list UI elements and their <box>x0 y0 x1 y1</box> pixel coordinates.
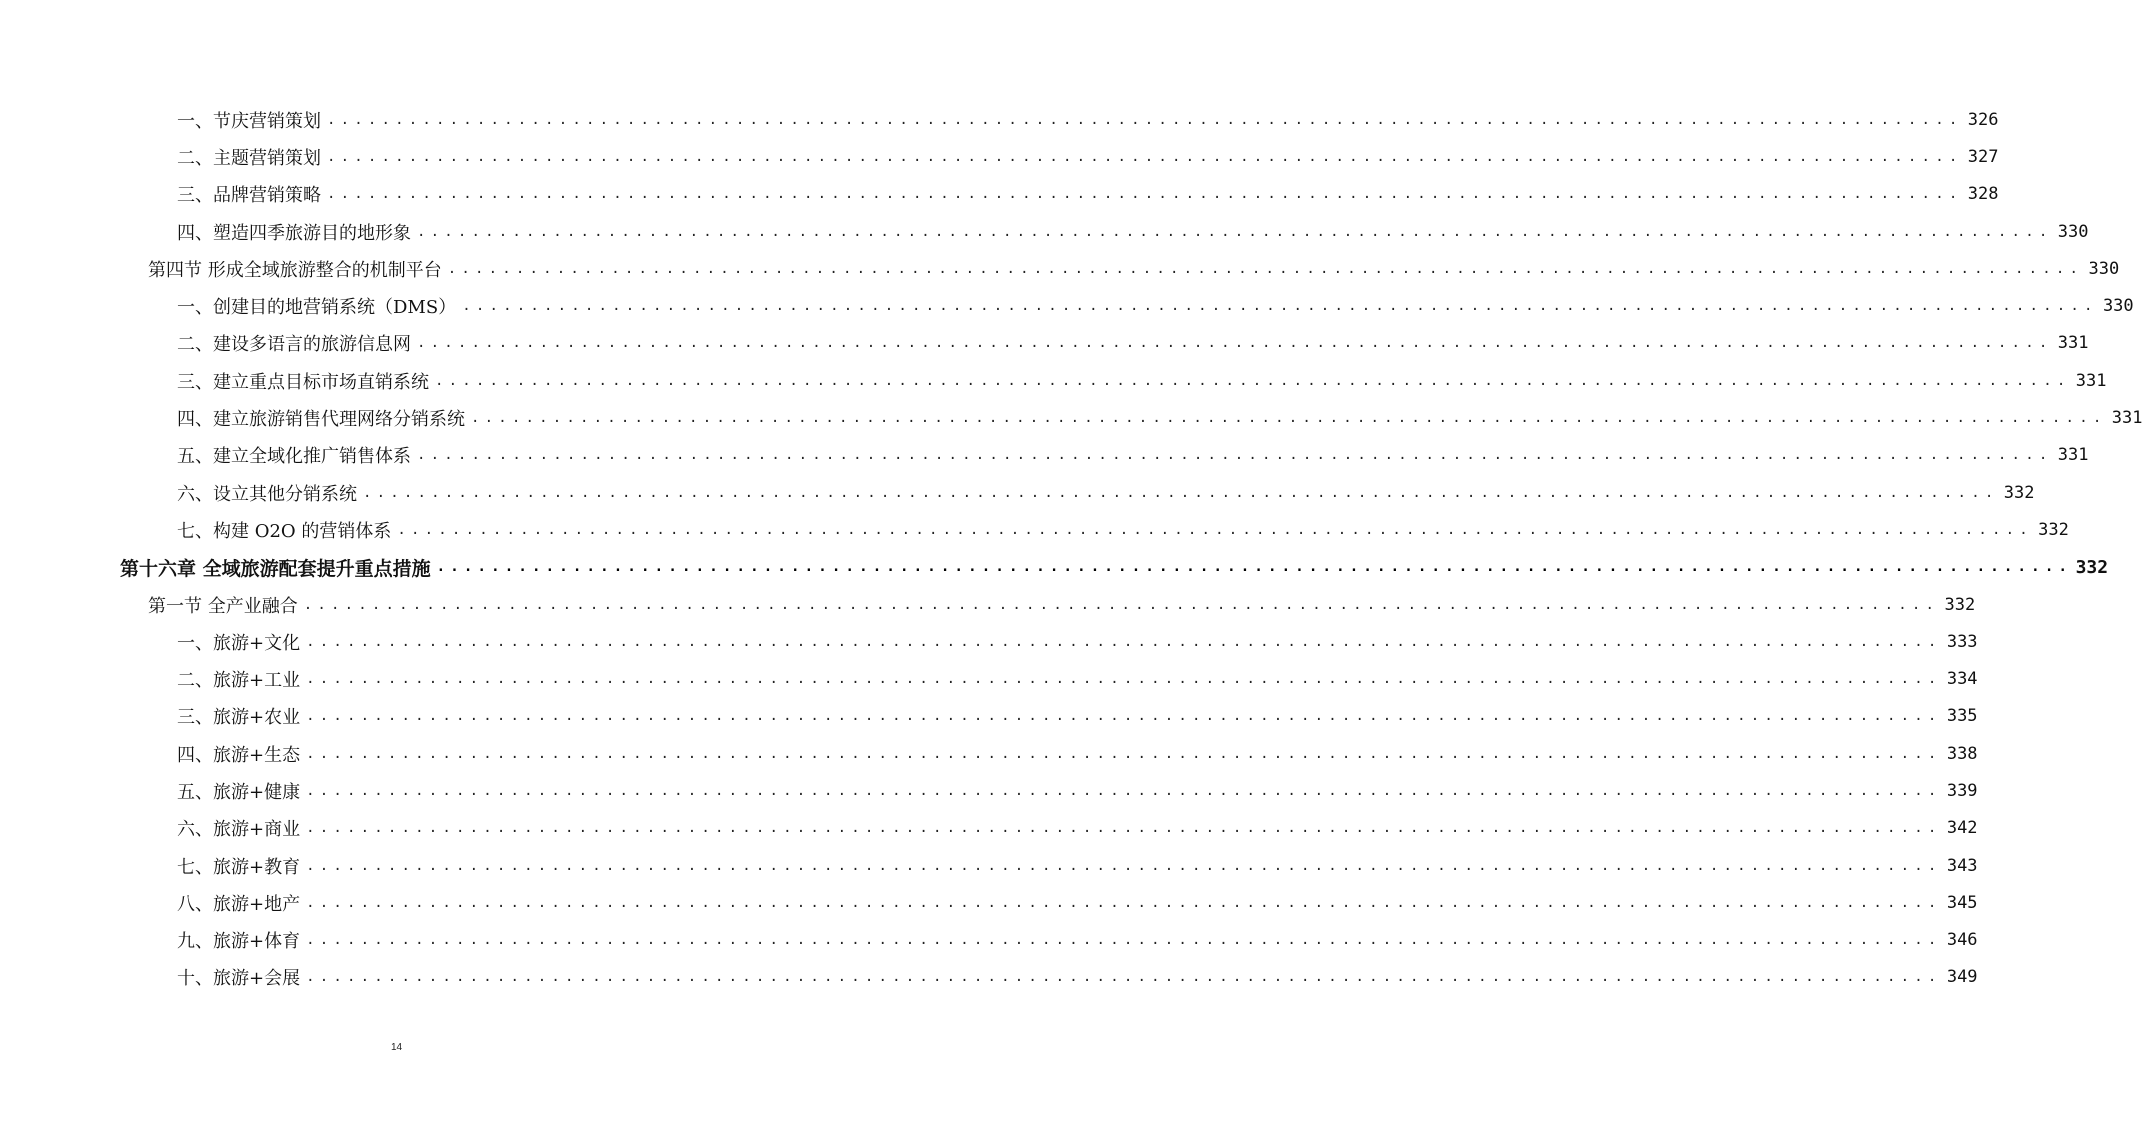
toc-entry-title: 九、旅游+体育 <box>177 931 301 953</box>
dot-leader: ........................................................................................................................ <box>462 298 2098 315</box>
toc-entry-page: 335 <box>1946 706 1978 727</box>
dot-leader: ........................................................................................................................ <box>327 186 1963 203</box>
toc-entry-page: 331 <box>2111 408 2142 429</box>
dot-leader: ........................................................................................................................ <box>306 932 1942 949</box>
dot-leader: ........................................................................................................................ <box>306 969 1942 986</box>
toc-entry-page: 345 <box>1946 892 1978 913</box>
toc-entry-title: 四、塑造四季旅游目的地形象 <box>177 222 411 244</box>
toc-entry-title: 五、建立全域化推广销售体系 <box>177 446 411 468</box>
toc-entry-page: 333 <box>1946 631 1978 652</box>
toc-entry[interactable] <box>0 437 2089 474</box>
dot-leader: ........................................................................................................................ <box>306 782 1942 799</box>
toc-entry-page: 349 <box>1946 967 1978 988</box>
toc-entry-title: 二、主题营销策划 <box>177 147 321 169</box>
dot-leader: ........................................................................................................................ <box>303 596 1940 613</box>
toc-entry-title: 六、设立其他分销系统 <box>177 483 357 505</box>
toc-entry-page: 331 <box>2057 333 2089 354</box>
toc-entry-page: 328 <box>1967 184 1999 205</box>
toc-entry-title: 四、建立旅游销售代理网络分销系统 <box>177 409 465 431</box>
toc-entry-page: 338 <box>1946 743 1978 764</box>
dot-leader: ........................................................................................................................ <box>417 223 2053 240</box>
toc-entry-title: 十、旅游+会展 <box>177 968 301 990</box>
dot-leader: ........................................................................................................................ <box>417 447 2053 464</box>
toc-entry-title: 四、旅游+生态 <box>177 744 301 766</box>
toc-entry-title: 一、节庆营销策划 <box>177 110 321 132</box>
toc-entry[interactable] <box>0 176 1999 213</box>
toc-entry-page: 330 <box>2088 258 2120 279</box>
toc-entry-page: 332 <box>1944 594 1976 615</box>
toc-entry[interactable] <box>0 884 1978 921</box>
dot-leader: ........................................................................................................................ <box>327 111 1963 128</box>
toc-entry-page: 346 <box>1946 930 1978 951</box>
dot-leader: ........................................................................................................................ <box>363 484 1999 501</box>
toc-entry-title: 八、旅游+地产 <box>177 893 301 915</box>
dot-leader: ........................................................................................................................ <box>306 857 1942 874</box>
toc-entry[interactable] <box>0 138 1999 175</box>
toc-entry-page: 334 <box>1946 669 1978 690</box>
toc-entry-title: 一、旅游+文化 <box>177 632 301 654</box>
toc-entry[interactable] <box>0 660 1978 697</box>
dot-leader: ........................................................................................................................ <box>471 410 2107 427</box>
toc-entry[interactable] <box>0 474 2035 511</box>
toc-entry-page: 331 <box>2057 445 2089 466</box>
dot-leader: ........................................................................................................................ <box>306 671 1942 688</box>
toc-entry[interactable] <box>0 623 1978 660</box>
toc-entry-page: 330 <box>2102 296 2134 317</box>
dot-leader: ........................................................................................................................ <box>447 260 2084 277</box>
toc-entry[interactable] <box>0 287 2134 324</box>
toc-entry[interactable] <box>0 698 1978 735</box>
toc-entry-title: 二、旅游+工业 <box>177 670 301 692</box>
toc-entry[interactable] <box>0 735 1978 772</box>
toc-entry-title: 三、旅游+农业 <box>177 707 301 729</box>
toc-entry-page: 332 <box>2075 556 2109 578</box>
toc-entry[interactable] <box>0 959 1978 996</box>
toc-entry-title: 第一节 全产业融合 <box>148 595 298 617</box>
toc-entry-title: 七、构建 O2O 的营销体系 <box>177 520 392 542</box>
toc-entry-page: 330 <box>2057 221 2089 242</box>
toc-entry-page: 343 <box>1946 855 1978 876</box>
dot-leader: ........................................................................................................................ <box>306 820 1942 837</box>
toc-entry[interactable] <box>0 325 2089 362</box>
toc-entry-title: 第十六章 全域旅游配套提升重点措施 <box>120 557 431 580</box>
toc-entry-title: 一、创建目的地营销系统（DMS） <box>177 297 457 319</box>
toc-entry-title: 三、品牌营销策略 <box>177 185 321 207</box>
toc-entry[interactable] <box>0 250 2120 287</box>
dot-leader: ........................................................................................................................ <box>327 148 1963 165</box>
dot-leader: ........................................................................................................................ <box>417 335 2053 352</box>
toc-entry-page: 327 <box>1967 146 1999 167</box>
toc-entry-title: 七、旅游+教育 <box>177 856 301 878</box>
dot-leader: ........................................................................................................................ <box>435 372 2071 389</box>
toc-entry[interactable] <box>0 810 1978 847</box>
toc-entry[interactable] <box>0 922 1978 959</box>
dot-leader: ........................................................................................................................ <box>306 708 1942 725</box>
toc-entry-page: 331 <box>2075 370 2107 391</box>
toc-entry[interactable] <box>0 549 2109 586</box>
toc-entry-page: 342 <box>1946 818 1978 839</box>
toc-entry[interactable] <box>0 213 2089 250</box>
page-number: 14 <box>390 1042 403 1053</box>
toc-entry-page: 332 <box>2038 519 2069 540</box>
toc-entry[interactable] <box>0 847 1978 884</box>
dot-leader: ........................................................................................................................ <box>436 559 2073 576</box>
toc-entry[interactable] <box>0 772 1978 809</box>
table-of-contents <box>0 101 2142 996</box>
toc-entry-title: 二、建设多语言的旅游信息网 <box>177 334 411 356</box>
toc-entry[interactable] <box>0 511 2069 548</box>
toc-entry-page: 332 <box>2003 482 2035 503</box>
toc-entry-title: 五、旅游+健康 <box>177 781 301 803</box>
toc-entry-title: 三、建立重点目标市场直销系统 <box>177 371 429 393</box>
toc-entry[interactable] <box>0 586 1976 623</box>
dot-leader: ........................................................................................................................ <box>306 745 1942 762</box>
dot-leader: ........................................................................................................................ <box>306 633 1942 650</box>
toc-entry-title: 六、旅游+商业 <box>177 819 301 841</box>
dot-leader: ........................................................................................................................ <box>397 521 2033 538</box>
toc-entry-title: 第四节 形成全域旅游整合的机制平台 <box>148 259 442 281</box>
toc-entry[interactable] <box>0 399 2142 436</box>
toc-entry[interactable] <box>0 362 2107 399</box>
toc-entry-page: 339 <box>1946 780 1978 801</box>
toc-entry-page: 326 <box>1967 109 1999 130</box>
dot-leader: ........................................................................................................................ <box>306 894 1942 911</box>
toc-entry[interactable] <box>0 101 1999 138</box>
